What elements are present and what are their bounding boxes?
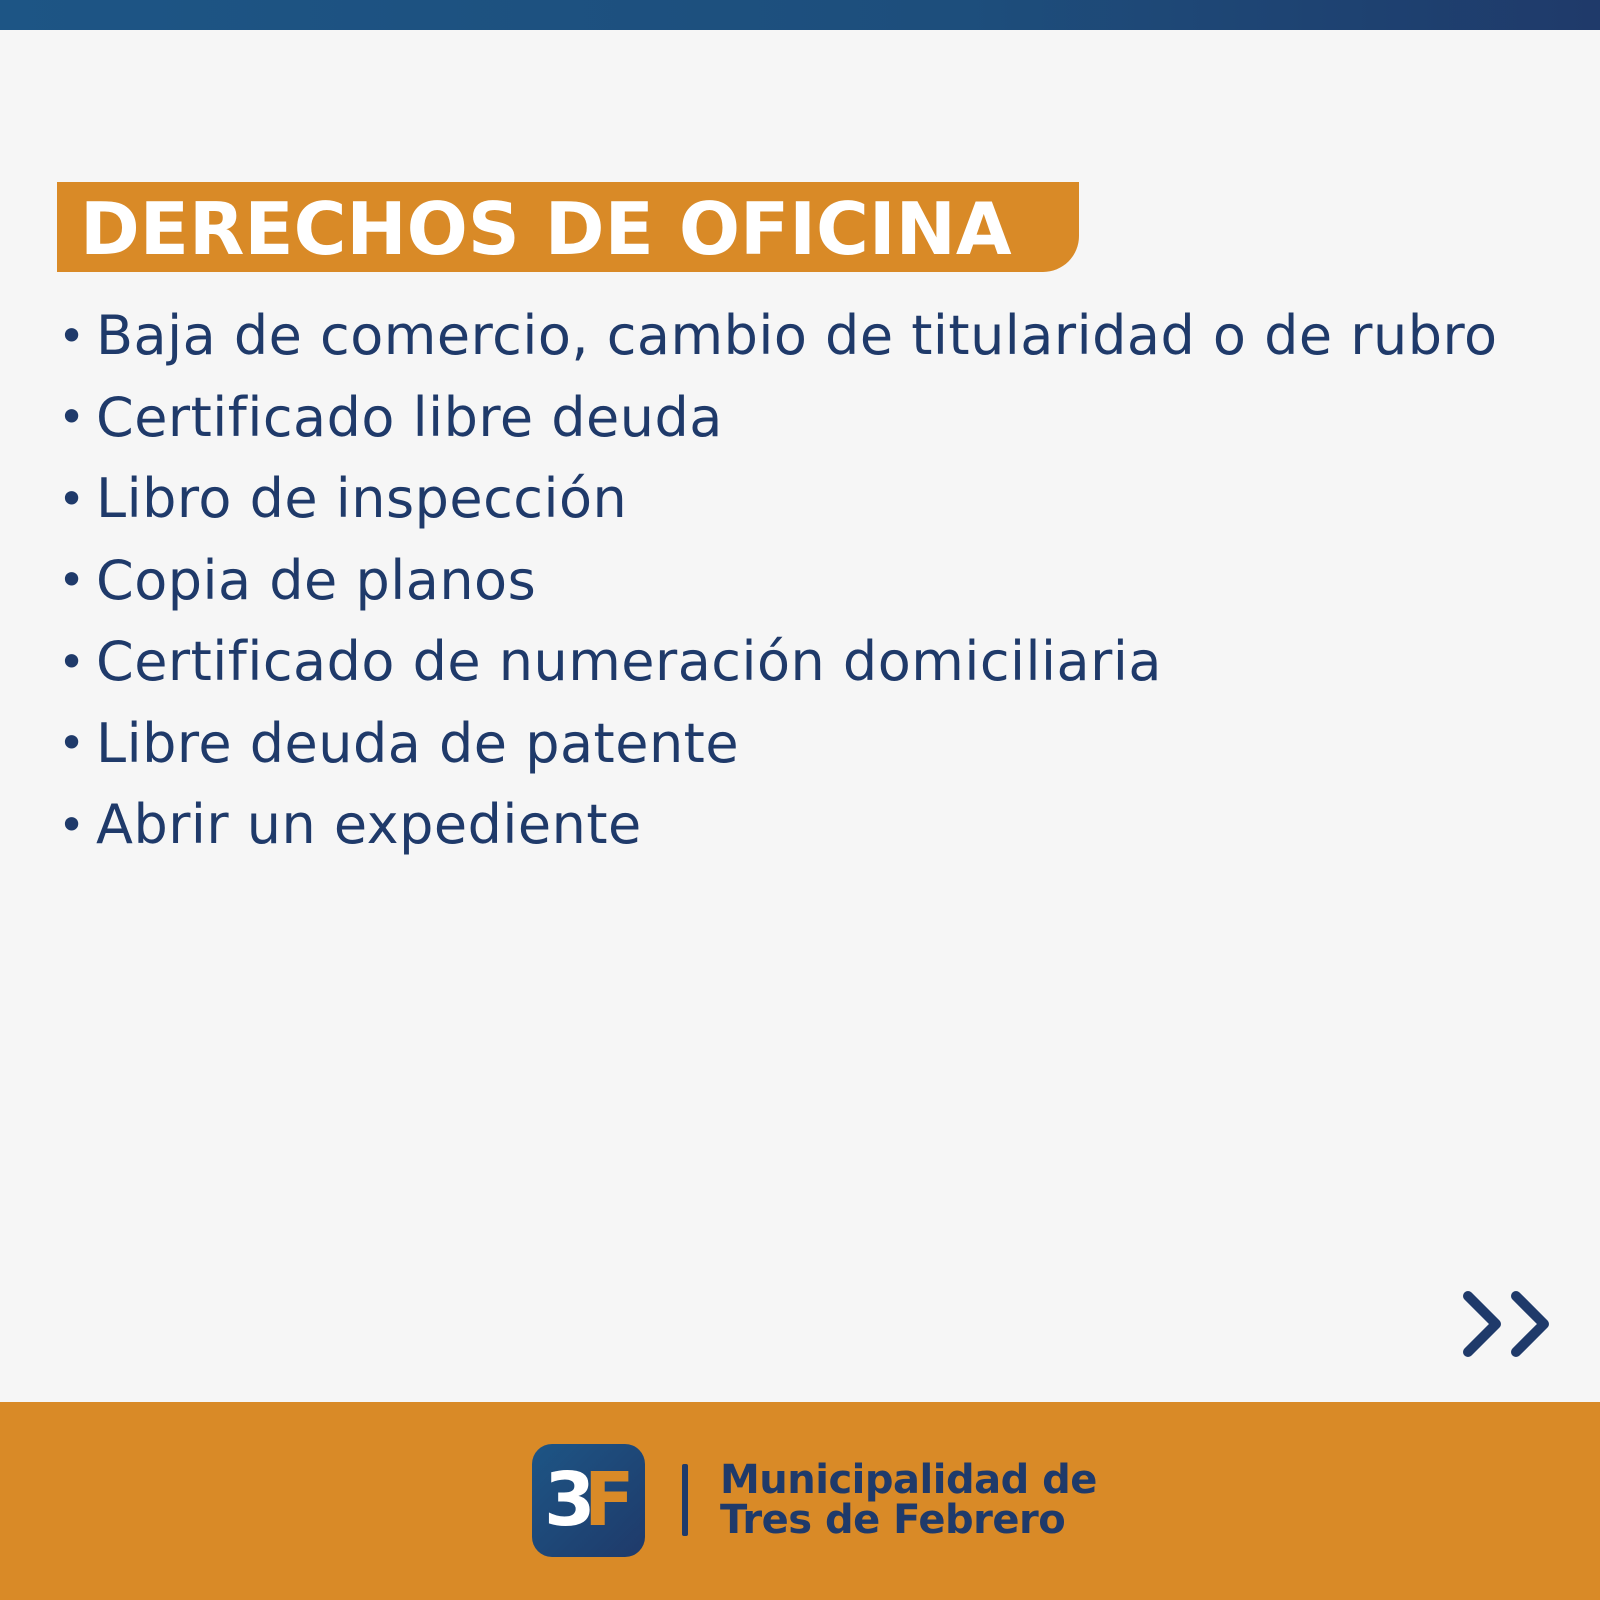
list-item-label: Libro de inspección (96, 467, 628, 531)
logo-letter: F (584, 1457, 635, 1543)
list-item-label: Libre deuda de patente (96, 711, 740, 775)
bullet-icon: • (58, 634, 86, 689)
list-item (58, 458, 1498, 540)
services-list (58, 295, 1498, 866)
municipality-logo (532, 1444, 645, 1557)
list-item (58, 621, 1498, 703)
list-item-label: Abrir un expediente (96, 793, 642, 857)
list-item-label: Copia de planos (96, 548, 537, 612)
list-item (58, 377, 1498, 459)
bullet-icon: • (58, 308, 86, 363)
list-item (58, 295, 1498, 377)
bullet-icon: • (58, 471, 86, 526)
list-item-label: Baja de comercio, cambio de titularidad o de rubro (96, 304, 1498, 368)
bullet-icon: • (58, 797, 86, 852)
top-accent-bar (0, 0, 1600, 30)
logo-digit: 3 (544, 1457, 596, 1543)
page-title: DERECHOS DE OFICINA (80, 187, 1012, 271)
list-item-label: Certificado libre deuda (96, 385, 723, 449)
title-banner (57, 182, 1079, 272)
municipality-name-line1: Municipalidad de (720, 1457, 1097, 1503)
bullet-icon: • (58, 716, 86, 771)
list-item (58, 540, 1498, 622)
list-item-label: Certificado de numeración domiciliaria (96, 630, 1162, 694)
bullet-icon: • (58, 553, 86, 608)
municipality-name (720, 1457, 1097, 1543)
double-chevron-right-icon[interactable] (1460, 1290, 1552, 1360)
footer-divider (682, 1464, 688, 1536)
bullet-icon: • (58, 390, 86, 445)
municipality-name-line2: Tres de Febrero (720, 1497, 1066, 1543)
list-item (58, 784, 1498, 866)
footer (0, 1402, 1600, 1600)
list-item (58, 703, 1498, 785)
